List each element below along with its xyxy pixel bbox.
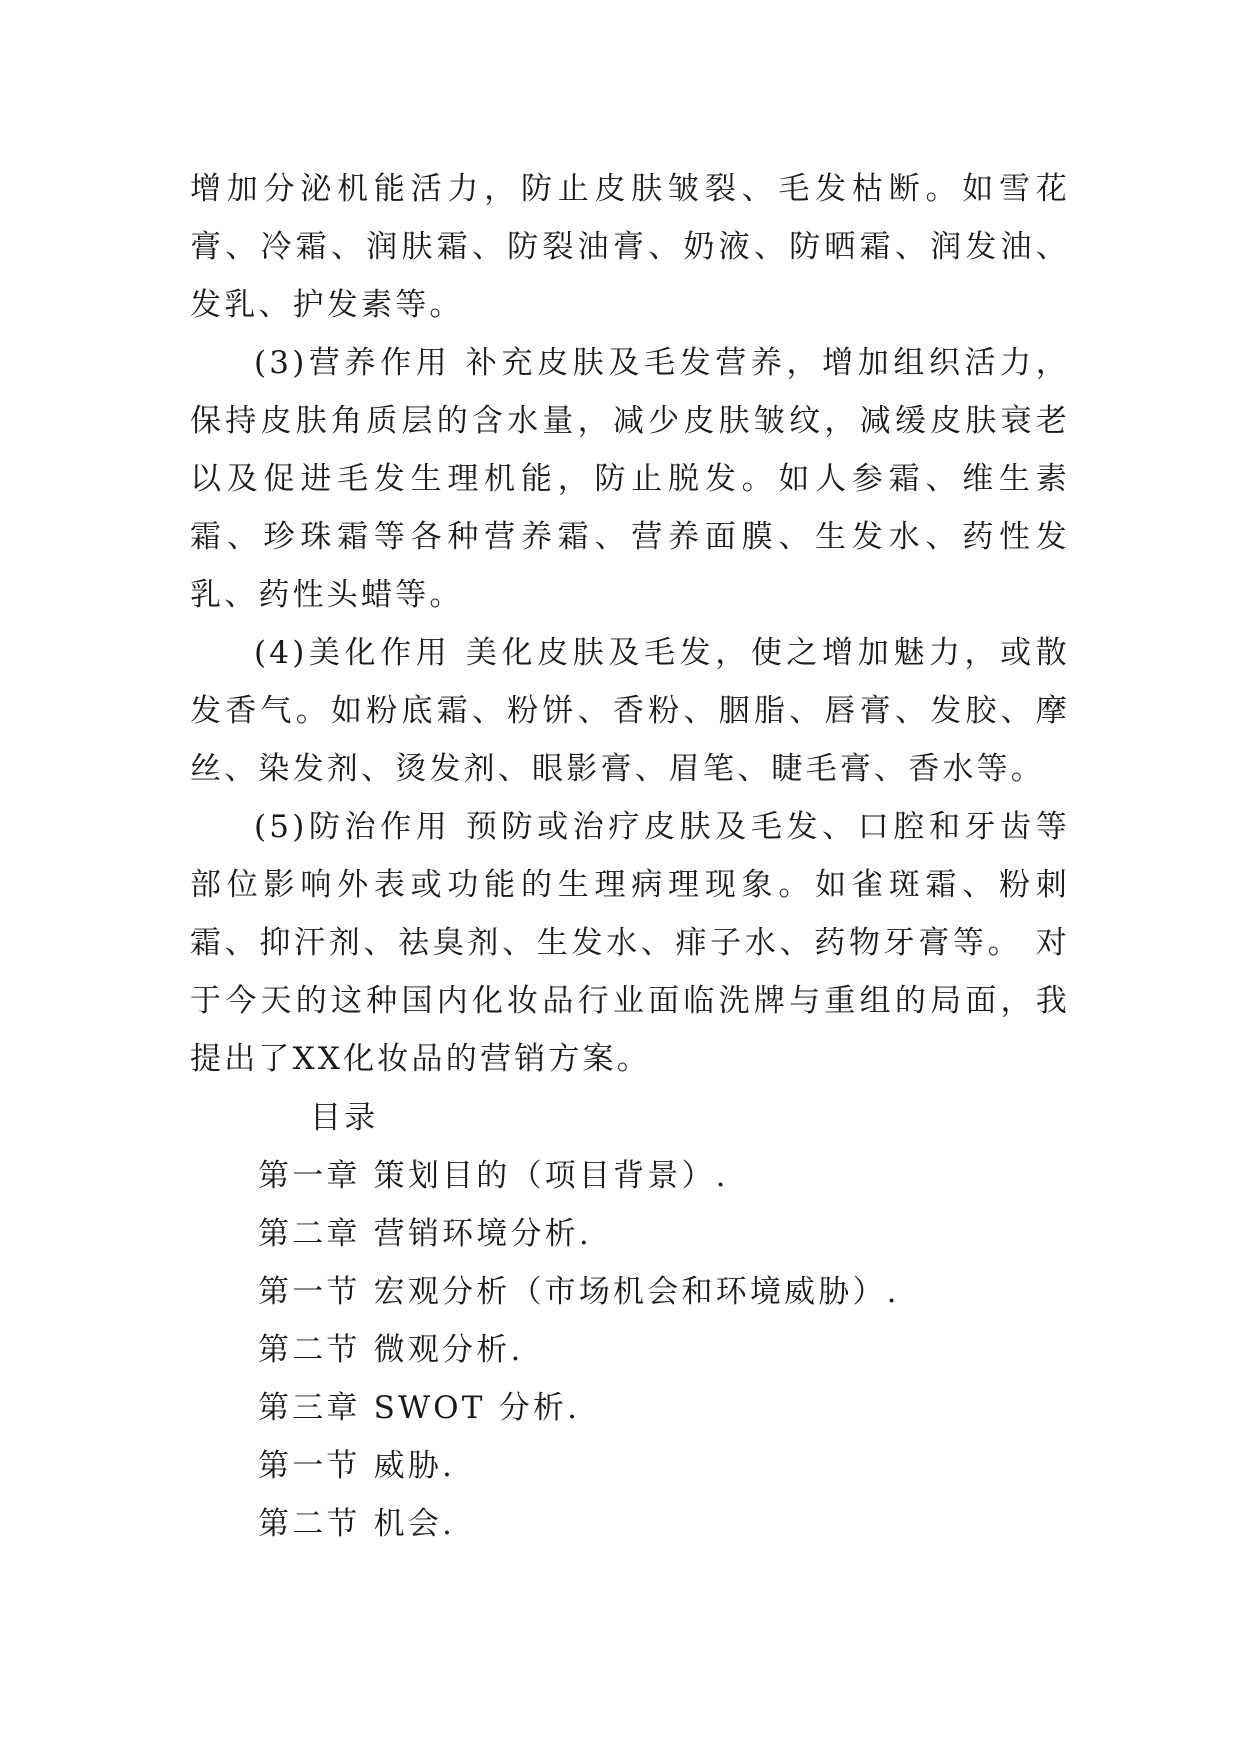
toc-item: 第二节 机会. <box>258 1506 456 1542</box>
document-body <box>190 160 1070 1088</box>
toc-item: 第一章 策划目的（项目背景）. <box>258 1158 729 1194</box>
table-of-contents <box>258 1089 1058 1553</box>
paragraph: (4)美化作用 美化皮肤及毛发，使之增加魅力，或散发香气。如粉底霜、粉饼、香粉、胭脂、唇膏、发胶、摩丝、染发剂、烫发剂、眼影膏、眉笔、睫毛膏、香水等。 <box>190 635 1070 787</box>
toc-item: 第一节 宏观分析（市场机会和环境威胁）. <box>258 1274 900 1310</box>
toc-item: 第二节 微观分析. <box>258 1332 524 1368</box>
paragraph: 增加分泌机能活力，防止皮肤皱裂、毛发枯断。如雪花膏、冷霜、润肤霜、防裂油膏、奶液、防晒霜、润发油、发乳、护发素等。 <box>190 171 1070 323</box>
toc-item: 第一节 威胁. <box>258 1448 456 1484</box>
paragraph: (5)防治作用 预防或治疗皮肤及毛发、口腔和牙齿等部位影响外表或功能的生理病理现象。如雀斑霜、粉刺霜、抑汗剂、祛臭剂、生发水、痱子水、药物牙膏等。 对于今天的这种国内化妆品行业面临洗牌与重组的局面，我提出了XX化妆品的营销方案。 <box>190 809 1070 1077</box>
paragraph: (3)营养作用 补充皮肤及毛发营养，增加组织活力，保持皮肤角质层的含水量，减少皮肤皱纹，减缓皮肤衰老以及促进毛发生理机能，防止脱发。如人参霜、维生素霜、珍珠霜等各种营养霜、营养面膜、生发水、药性发乳、药性头蜡等。 <box>190 345 1070 613</box>
toc-title: 目录 <box>310 1100 379 1136</box>
toc-item: 第三章 SWOT 分析. <box>258 1390 581 1426</box>
toc-item: 第二章 营销环境分析. <box>258 1216 592 1252</box>
